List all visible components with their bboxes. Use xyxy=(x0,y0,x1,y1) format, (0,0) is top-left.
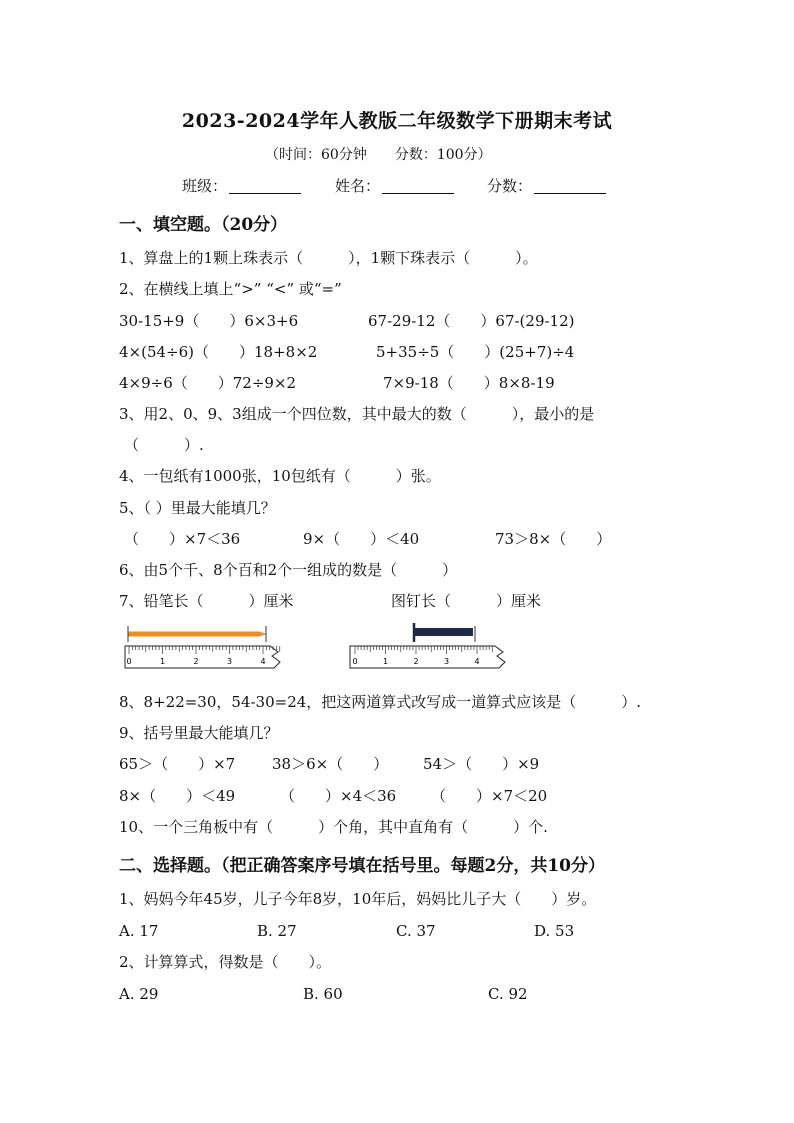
ruler-tick-label: 1 xyxy=(382,657,389,666)
name-blank[interactable] xyxy=(382,177,454,194)
fill-item: 73＞8×（ ） xyxy=(495,530,612,548)
question-1-7-pencil: 7、铅笔长（ ）厘米 xyxy=(119,592,294,610)
nail-shape xyxy=(413,628,473,636)
question-2-2: 2、计算算式，得数是（ ）。 xyxy=(119,953,332,971)
option-b[interactable]: B. 60 xyxy=(303,985,343,1003)
option-a[interactable]: A. 17 xyxy=(119,922,159,940)
compare-item: 5+35÷5（ ）(25+7)÷4 xyxy=(376,343,575,361)
ruler-tick-label: 1 xyxy=(159,657,166,666)
fill-item: （ ）×7＜20 xyxy=(431,787,548,805)
question-1-10: 10、一个三角板中有（ ）个角，其中直角有（ ）个. xyxy=(119,818,548,836)
page-title: 2023-2024学年人教版二年级数学下册期末考试 xyxy=(181,110,613,132)
fill-item: 38＞6×（ ） xyxy=(272,755,389,773)
name-label: 姓名： xyxy=(335,177,381,195)
question-1-3: 3、用2、0、9、3组成一个四位数，其中最大的数（ ），最小的是 xyxy=(119,405,595,423)
compare-item: 4×(54÷6)（ ）18+8×2 xyxy=(119,343,318,361)
section-2-heading: 二、选择题。（把正确答案序号填在括号里。每题2分，共10分） xyxy=(119,856,605,876)
question-1-9: 9、括号里最大能填几？ xyxy=(119,724,279,742)
compare-item: 7×9-18（ ）8×8-19 xyxy=(383,374,555,392)
question-1-4: 4、一包纸有1000张，10包纸有（ ）张。 xyxy=(119,467,441,485)
question-2-1: 1、妈妈今年45岁，儿子今年8岁，10年后，妈妈比儿子大（ ）岁。 xyxy=(119,890,597,908)
nail-ruler-figure xyxy=(345,620,525,672)
score-label: 分数： xyxy=(487,177,533,195)
question-1-3-cont: （ ）. xyxy=(124,436,204,454)
class-blank[interactable] xyxy=(229,177,301,194)
section-1-heading: 一、填空题。（20分） xyxy=(119,215,288,235)
ruler-tick-label: 4 xyxy=(260,657,266,666)
option-c[interactable]: C. 92 xyxy=(488,985,528,1003)
fill-item: 54＞（ ）×9 xyxy=(423,755,540,773)
question-1-2: 2、在横线上填上“>” “<” 或“=” xyxy=(119,280,342,298)
ruler-tick-label: 2 xyxy=(193,657,199,666)
fill-item: （ ）×7＜36 xyxy=(124,530,241,548)
compare-item: 30-15+9（ ）6×3+6 xyxy=(119,312,299,330)
fill-item: 65＞（ ）×7 xyxy=(119,755,236,773)
ruler-tick-label: 3 xyxy=(226,657,233,666)
compare-item: 4×9÷6（ ）72÷9×2 xyxy=(119,374,297,392)
score-field xyxy=(487,175,606,196)
class-field xyxy=(182,175,301,196)
question-1-8: 8、8+22=30，54-30=24，把这两道算式改写成一道算式应该是（ ）. xyxy=(119,693,642,711)
pencil-ruler-figure xyxy=(120,620,300,672)
option-c[interactable]: C. 37 xyxy=(396,922,436,940)
ruler-tick-label: 0 xyxy=(126,657,132,666)
ruler-tick-label: 0 xyxy=(352,657,358,666)
option-a[interactable]: A. 29 xyxy=(119,985,159,1003)
question-1-1: 1、算盘上的1颗上珠表示（ ），1颗下珠表示（ ）。 xyxy=(119,249,538,267)
option-d[interactable]: D. 53 xyxy=(534,922,575,940)
ruler-tick-label: 2 xyxy=(413,657,419,666)
fill-item: 8×（ ）＜49 xyxy=(119,787,236,805)
ruler-tick-label: 3 xyxy=(443,657,450,666)
name-field xyxy=(335,175,454,196)
question-1-6: 6、由5个千、8个百和2个一组成的数是（ ） xyxy=(119,561,458,579)
fill-item: （ ）×4＜36 xyxy=(280,787,397,805)
ruler-tick-label: 4 xyxy=(474,657,480,666)
fill-item: 9×（ ）＜40 xyxy=(303,530,420,548)
question-1-5: 5、（ ）里最大能填几？ xyxy=(119,499,276,517)
class-label: 班级： xyxy=(182,177,228,195)
question-1-7-nail: 图钉长（ ）厘米 xyxy=(391,592,542,610)
score-blank[interactable] xyxy=(534,177,606,194)
exam-info: （时间：60分钟 分数：100分） xyxy=(265,147,492,163)
option-b[interactable]: B. 27 xyxy=(257,922,297,940)
compare-item: 67-29-12（ ）67-(29-12) xyxy=(368,312,575,330)
